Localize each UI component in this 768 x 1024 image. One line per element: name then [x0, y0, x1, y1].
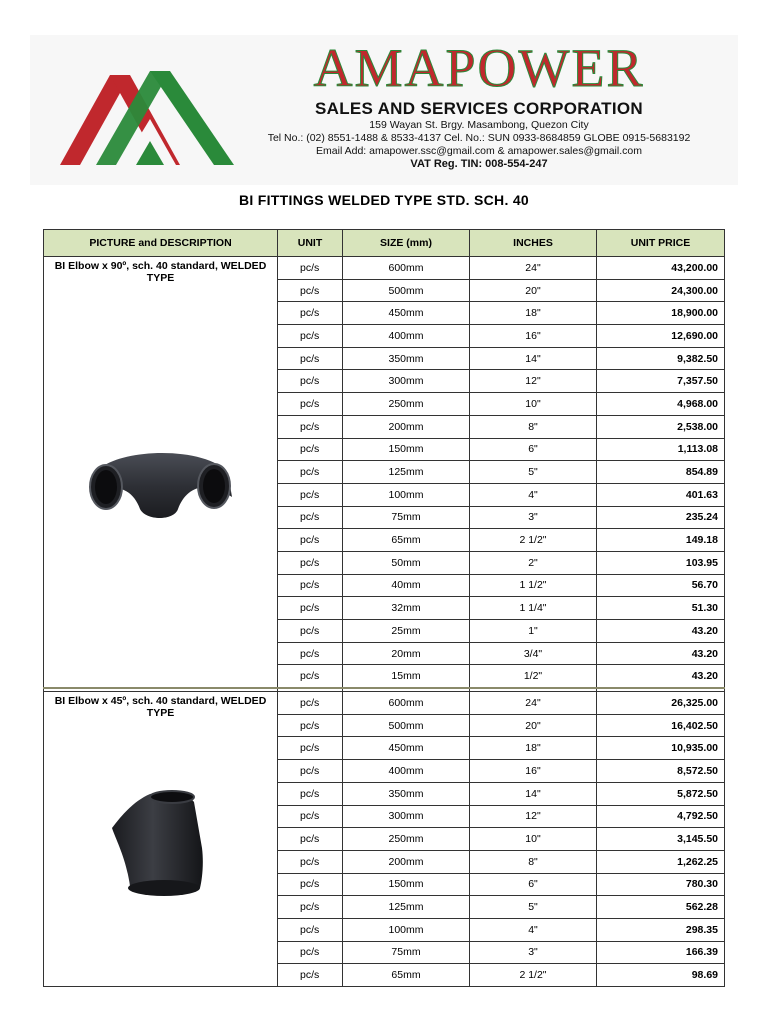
unit-cell: pc/s: [278, 918, 343, 941]
price-cell: 9,382.50: [597, 347, 725, 370]
size-cell: 300mm: [343, 805, 470, 828]
unit-cell: pc/s: [278, 302, 343, 325]
price-cell: 98.69: [597, 964, 725, 987]
price-cell: 43.20: [597, 642, 725, 665]
company-logo: [52, 53, 242, 171]
unit-cell: pc/s: [278, 896, 343, 919]
company-email: Email Add: amapower.ssc@gmail.com & amapower.sales@gmail.com: [316, 145, 642, 157]
size-cell: 400mm: [343, 325, 470, 348]
inches-cell: 1 1/2": [470, 574, 597, 597]
company-subtitle: SALES AND SERVICES CORPORATION: [315, 99, 643, 118]
inches-cell: 2 1/2": [470, 964, 597, 987]
inches-cell: 3/4": [470, 642, 597, 665]
unit-cell: pc/s: [278, 782, 343, 805]
unit-cell: pc/s: [278, 692, 343, 715]
unit-cell: pc/s: [278, 574, 343, 597]
inches-cell: 10": [470, 828, 597, 851]
price-cell: 3,145.50: [597, 828, 725, 851]
unit-cell: pc/s: [278, 551, 343, 574]
size-cell: 600mm: [343, 692, 470, 715]
unit-cell: pc/s: [278, 279, 343, 302]
size-cell: 400mm: [343, 760, 470, 783]
product-description: BI Elbow x 90º, sch. 40 standard, WELDED TYPE: [54, 260, 267, 284]
size-cell: 25mm: [343, 620, 470, 643]
price-cell: 18,900.00: [597, 302, 725, 325]
inches-cell: 1/2": [470, 665, 597, 688]
inches-cell: 14": [470, 782, 597, 805]
price-cell: 4,792.50: [597, 805, 725, 828]
unit-cell: pc/s: [278, 805, 343, 828]
unit-cell: pc/s: [278, 760, 343, 783]
size-cell: 65mm: [343, 964, 470, 987]
inches-cell: 14": [470, 347, 597, 370]
unit-cell: pc/s: [278, 850, 343, 873]
inches-cell: 1": [470, 620, 597, 643]
inches-cell: 6": [470, 438, 597, 461]
table-header-row: [44, 230, 725, 257]
inches-cell: 3": [470, 506, 597, 529]
inches-cell: 8": [470, 415, 597, 438]
size-cell: 100mm: [343, 483, 470, 506]
size-cell: 150mm: [343, 873, 470, 896]
size-cell: 75mm: [343, 506, 470, 529]
inches-cell: 12": [470, 370, 597, 393]
price-cell: 166.39: [597, 941, 725, 964]
price-cell: 24,300.00: [597, 279, 725, 302]
size-cell: 450mm: [343, 302, 470, 325]
inches-cell: 20": [470, 714, 597, 737]
product-picture: [44, 437, 277, 527]
letterhead: [30, 35, 738, 185]
size-cell: 350mm: [343, 782, 470, 805]
price-cell: 26,325.00: [597, 692, 725, 715]
unit-cell: pc/s: [278, 461, 343, 484]
column-header-unit: UNIT: [278, 230, 343, 257]
price-cell: 298.35: [597, 918, 725, 941]
price-cell: 7,357.50: [597, 370, 725, 393]
size-cell: 50mm: [343, 551, 470, 574]
price-table: [43, 229, 725, 987]
size-cell: 250mm: [343, 828, 470, 851]
size-cell: 500mm: [343, 279, 470, 302]
inches-cell: 4": [470, 918, 597, 941]
unit-cell: pc/s: [278, 620, 343, 643]
unit-cell: pc/s: [278, 506, 343, 529]
inches-cell: 8": [470, 850, 597, 873]
size-cell: 125mm: [343, 896, 470, 919]
size-cell: 200mm: [343, 415, 470, 438]
unit-cell: pc/s: [278, 964, 343, 987]
price-cell: 780.30: [597, 873, 725, 896]
size-cell: 300mm: [343, 370, 470, 393]
inches-cell: 4": [470, 483, 597, 506]
inches-cell: 18": [470, 302, 597, 325]
price-cell: 235.24: [597, 506, 725, 529]
unit-cell: pc/s: [278, 325, 343, 348]
inches-cell: 6": [470, 873, 597, 896]
price-cell: 43.20: [597, 665, 725, 688]
elbow-45-image: [106, 788, 216, 898]
size-cell: 65mm: [343, 529, 470, 552]
table-body: [44, 257, 725, 987]
inches-cell: 2": [470, 551, 597, 574]
size-cell: 75mm: [343, 941, 470, 964]
price-cell: 401.63: [597, 483, 725, 506]
unit-cell: pc/s: [278, 642, 343, 665]
price-cell: 1,262.25: [597, 850, 725, 873]
unit-cell: pc/s: [278, 941, 343, 964]
table-row: [44, 692, 725, 715]
unit-cell: pc/s: [278, 393, 343, 416]
price-cell: 43.20: [597, 620, 725, 643]
unit-cell: pc/s: [278, 415, 343, 438]
inches-cell: 12": [470, 805, 597, 828]
size-cell: 15mm: [343, 665, 470, 688]
inches-cell: 24": [470, 692, 597, 715]
price-cell: 51.30: [597, 597, 725, 620]
unit-cell: pc/s: [278, 873, 343, 896]
unit-cell: pc/s: [278, 347, 343, 370]
inches-cell: 5": [470, 461, 597, 484]
product-description: BI Elbow x 45º, sch. 40 standard, WELDED TYPE: [54, 695, 267, 720]
product-description-cell: [44, 692, 278, 987]
document-title: BI FITTINGS WELDED TYPE STD. SCH. 40: [238, 192, 530, 208]
unit-cell: pc/s: [278, 737, 343, 760]
price-cell: 1,113.08: [597, 438, 725, 461]
size-cell: 500mm: [343, 714, 470, 737]
inches-cell: 10": [470, 393, 597, 416]
inches-cell: 20": [470, 279, 597, 302]
inches-cell: 16": [470, 325, 597, 348]
size-cell: 20mm: [343, 642, 470, 665]
unit-cell: pc/s: [278, 438, 343, 461]
inches-cell: 3": [470, 941, 597, 964]
company-address: 159 Wayan St. Brgy. Masambong, Quezon City: [369, 119, 589, 131]
product-description-cell: [44, 257, 278, 689]
size-cell: 150mm: [343, 438, 470, 461]
inches-cell: 16": [470, 760, 597, 783]
unit-cell: pc/s: [278, 714, 343, 737]
unit-cell: pc/s: [278, 257, 343, 280]
price-cell: 56.70: [597, 574, 725, 597]
price-cell: 103.95: [597, 551, 725, 574]
company-block: [244, 39, 714, 171]
inches-cell: 18": [470, 737, 597, 760]
size-cell: 100mm: [343, 918, 470, 941]
inches-cell: 2 1/2": [470, 529, 597, 552]
price-cell: 4,968.00: [597, 393, 725, 416]
inches-cell: 1 1/4": [470, 597, 597, 620]
size-cell: 450mm: [343, 737, 470, 760]
size-cell: 125mm: [343, 461, 470, 484]
unit-cell: pc/s: [278, 597, 343, 620]
price-cell: 10,935.00: [597, 737, 725, 760]
price-cell: 43,200.00: [597, 257, 725, 280]
size-cell: 250mm: [343, 393, 470, 416]
price-cell: 16,402.50: [597, 714, 725, 737]
unit-cell: pc/s: [278, 370, 343, 393]
column-header-size: SIZE (mm): [343, 230, 470, 257]
elbow-90-image: [86, 437, 236, 527]
company-tin: VAT Reg. TIN: 008-554-247: [410, 158, 548, 170]
inches-cell: 24": [470, 257, 597, 280]
unit-cell: pc/s: [278, 665, 343, 688]
size-cell: 32mm: [343, 597, 470, 620]
price-cell: 2,538.00: [597, 415, 725, 438]
price-cell: 8,572.50: [597, 760, 725, 783]
price-cell: 149.18: [597, 529, 725, 552]
size-cell: 200mm: [343, 850, 470, 873]
size-cell: 600mm: [343, 257, 470, 280]
price-cell: 854.89: [597, 461, 725, 484]
unit-cell: pc/s: [278, 828, 343, 851]
size-cell: 350mm: [343, 347, 470, 370]
unit-cell: pc/s: [278, 529, 343, 552]
company-name: AMAPOWER: [313, 38, 645, 98]
unit-cell: pc/s: [278, 483, 343, 506]
column-header-inches: INCHES: [470, 230, 597, 257]
company-phones: Tel No.: (02) 8551-1488 & 8533-4137 Cel. No.: SUN 0933-8684859 GLOBE 0915-5683192: [267, 132, 691, 144]
inches-cell: 5": [470, 896, 597, 919]
price-cell: 5,872.50: [597, 782, 725, 805]
price-cell: 562.28: [597, 896, 725, 919]
column-header-price: UNIT PRICE: [597, 230, 725, 257]
product-picture: [44, 788, 277, 898]
column-header-description: PICTURE and DESCRIPTION: [44, 230, 278, 257]
size-cell: 40mm: [343, 574, 470, 597]
table-row: [44, 257, 725, 280]
price-cell: 12,690.00: [597, 325, 725, 348]
